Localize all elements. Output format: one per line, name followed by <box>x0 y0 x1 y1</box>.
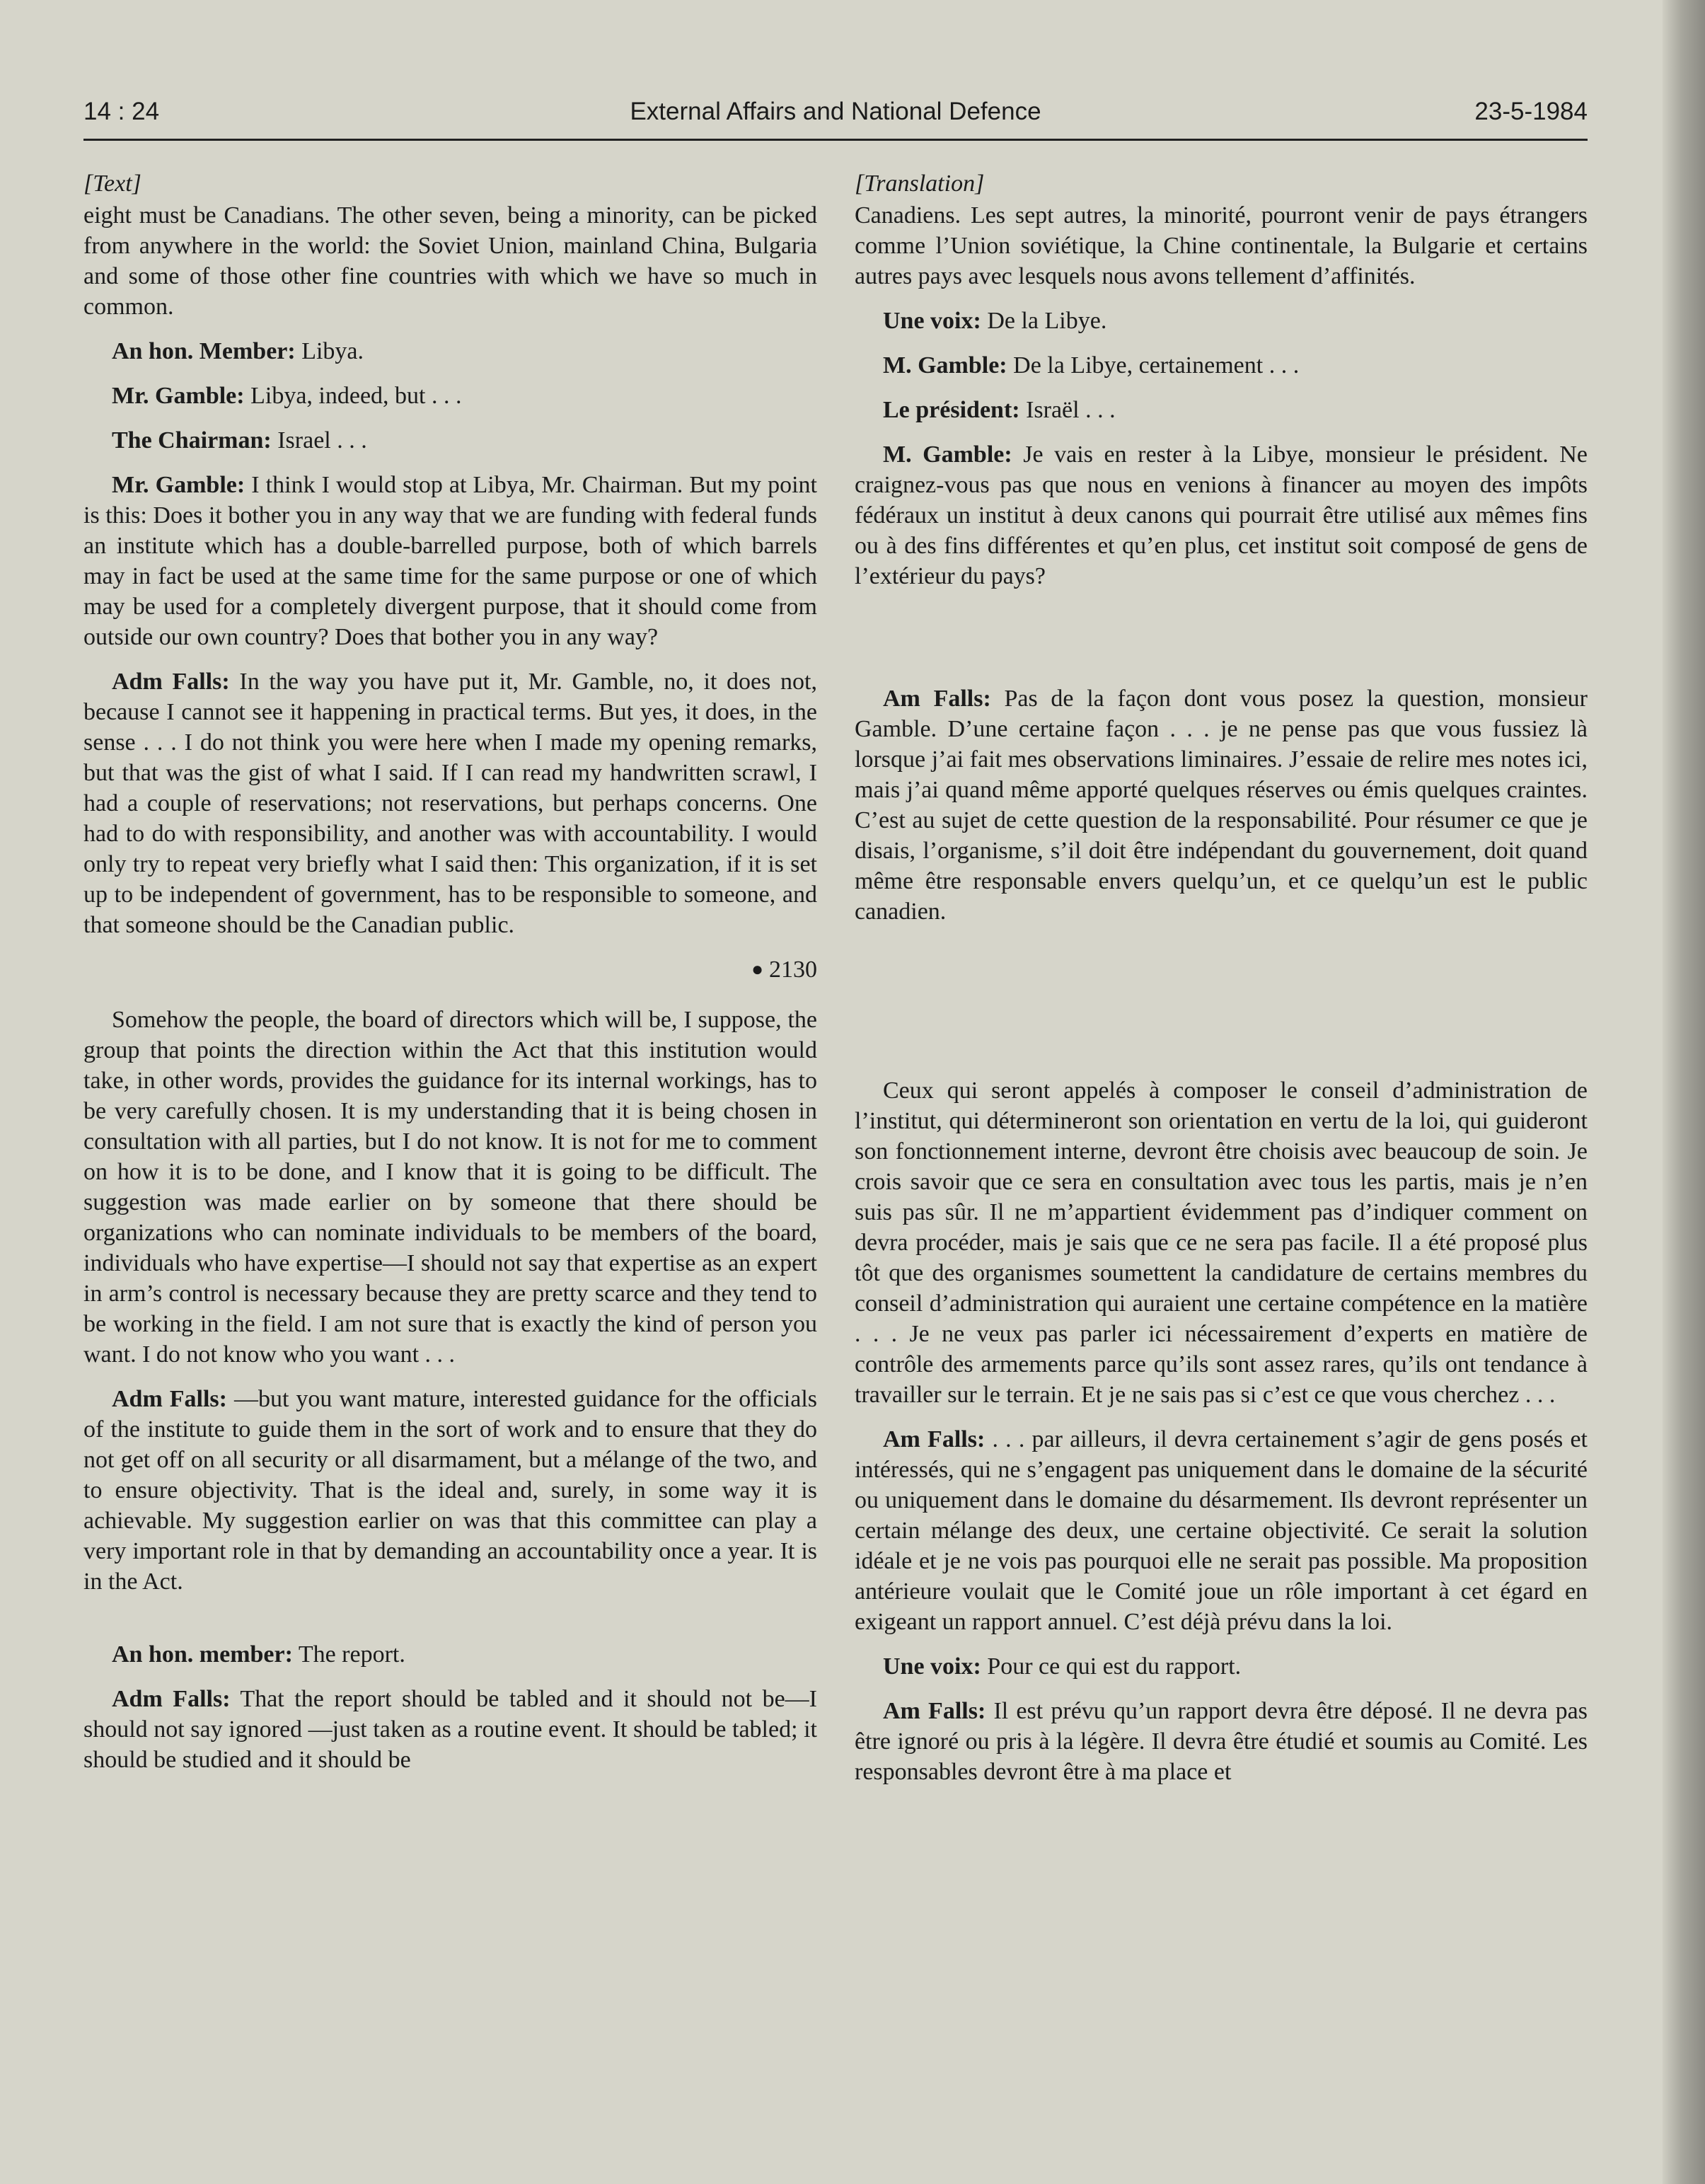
speech: I think I would stop at Libya, Mr. Chairman. But my point is this: Does it bother you in any way that we are funding with federal funds an institute which has a double-barrelled purpose, both of which barrels may in fact be used at the same time for the same purpose or one of which may be used for a completely divergent purpose, that it should come from outside our own country? Does that bother you in any way? <box>83 472 817 650</box>
speaker: Adm Falls: <box>112 1686 231 1712</box>
page-header <box>83 98 1588 141</box>
time-marker-text: 2130 <box>769 957 817 983</box>
speech: That the report should be tabled and it should not be—I should not say ignored —just taken as a routine event. It should be tabled; it should be studied and it should be <box>83 1686 818 1773</box>
speech: In the way you have put it, Mr. Gamble, no, it does not, because I cannot see it happening in practical terms. But yes, it does, in the sense . . . I do not think you were here when I made my opening remarks, but that was the gist of what I said. If I can read my handwritten scrawl, I had a couple of reservations; not reservations, but perhaps concerns. One had to do with responsibility, and another was with accountability. I would only try to repeat very briefly what I said then: This organization, if it is set up to be independent of government, has to be responsible to someone, and that someone should be the Canadian public. <box>83 669 818 938</box>
page-date: 23-5-1984 <box>1474 98 1588 125</box>
paragraph <box>855 1651 1588 1682</box>
french-column <box>855 168 1588 1787</box>
language-label-text: Translation <box>864 171 976 197</box>
paragraph <box>855 439 1588 591</box>
speaker: An hon. Member: <box>112 338 296 364</box>
paragraph <box>83 336 817 366</box>
speech: Libya. <box>295 338 364 364</box>
speaker: M. Gamble: <box>883 441 1012 468</box>
speech: Je vais en rester à la Libye, monsieur le président. Ne craignez-vous pas que nous en venions à financer au moyen des impôts fédéraux un institut à deux canons qui pourrait être utilisé aux mêmes fins ou à des fins différentes et qu’en plus, cet institut soit composé de gens de l’extérieur du pays? <box>855 441 1588 589</box>
speech: —but you want mature, interested guidance for the officials of the institute to guide them in the sort of work and to ensure that they do not get off on all security or all disarmament, but a mélange of the two, and to ensure objectivity. That is the ideal and, surely, in some way it is achievable. My suggestion earlier on was that this committee can play a very important role in that by demanding an accountability once a year. It is in the Act. <box>83 1386 818 1595</box>
paragraph: Canadiens. Les sept autres, la minorité, pourront venir de pays étrangers comme l’Union soviétique, la Chine continentale, la Bulgarie et certains autres pays avec lesquels nous avons tellement d’affinités. <box>855 202 1588 289</box>
speech: Israël . . . <box>1019 397 1116 423</box>
page-title: External Affairs and National Defence <box>630 98 1041 125</box>
speaker: Am Falls: <box>883 1426 986 1452</box>
paragraph <box>83 381 817 411</box>
speaker: Am Falls: <box>883 686 991 712</box>
paragraph <box>855 683 1588 927</box>
paragraph <box>83 470 817 652</box>
language-label: [Translation] <box>855 171 985 197</box>
english-column <box>83 168 817 1775</box>
paragraph <box>855 395 1588 425</box>
paragraph <box>855 1696 1588 1787</box>
speech: . . . par ailleurs, il devra certainement s’agir de gens posés et intéressés, qui ne s’engagent pas uniquement dans le domaine de la sécurité ou uniquement dans le domaine du désarmement. Ils devront représenter un certain mélange des deux, une certaine objectivité. Ce serait la solution idéale et je ne vois pas pourquoi elle ne serait pas possible. Ma proposition antérieure voulait que le Comité joue un rôle important à cet égard en exigeant un rapport annuel. C’est déjà prévu dans la loi. <box>855 1426 1588 1635</box>
speaker: The Chairman: <box>112 427 272 453</box>
paragraph <box>855 1424 1588 1637</box>
paragraph <box>83 1639 817 1670</box>
speaker: Mr. Gamble: <box>112 383 245 409</box>
paragraph <box>83 425 817 456</box>
time-marker <box>83 954 817 985</box>
speaker: An hon. member: <box>112 1641 293 1668</box>
paragraph <box>855 306 1588 336</box>
speech: The report. <box>292 1641 405 1668</box>
paragraph: eight must be Canadians. The other seven, being a minority, can be picked from anywhere in the world: the Soviet Union, mainland China, Bulgaria and some of those other fine countries with which we have so much in common. <box>83 202 817 320</box>
speaker: Une voix: <box>883 1653 981 1680</box>
speech: Libya, indeed, but . . . <box>244 383 462 409</box>
paragraph <box>83 1684 817 1775</box>
bullet-icon: ● <box>751 959 763 981</box>
language-label-text: Text <box>93 171 132 197</box>
speech: De la Libye, certainement . . . <box>1007 352 1300 379</box>
speaker: Le président: <box>883 397 1020 423</box>
speaker: Adm Falls: <box>112 669 230 695</box>
speaker: Adm Falls: <box>112 1386 227 1412</box>
paragraph <box>83 666 817 940</box>
paragraph: Somehow the people, the board of directors which will be, I suppose, the group that points the direction within the Act that this institution would take, in other words, provides the guidance for its internal workings, has to be very carefully chosen. It is my understanding that it is being chosen in consultation with all parties, but I do not know. It is not for me to comment on how it is to be done, and I know that it is going to be difficult. The suggestion was made earlier on by someone that there should be organizations who can nominate individuals to be members of the board, individuals who have expertise—I should not say that expertise as an expert in arm’s control is necessary because they are pretty scarce and they tend to be working in the field. I am not sure that is exactly the kind of person you want. I do not know who you want . . . <box>83 1007 817 1368</box>
speech: De la Libye. <box>981 308 1107 334</box>
paragraph <box>855 350 1588 381</box>
page-edge-shadow <box>1663 0 1705 2184</box>
speaker: Am Falls: <box>883 1698 986 1724</box>
speech: Israel . . . <box>271 427 367 453</box>
paragraph <box>83 1384 817 1597</box>
speech: Pour ce qui est du rapport. <box>981 1653 1242 1680</box>
paragraph: Ceux qui seront appelés à composer le conseil d’administration de l’institut, qui détermineront son orientation en vertu de la loi, qui guideront son fonctionnement interne, devront être choisis avec beaucoup de soin. Je crois savoir que ce sera en consultation avec tous les partis, mais je n’en suis pas sûr. Il ne m’appartient évidemment pas d’indiquer comment on devra procéder, mais je sais que ce ne sera pas facile. Il a été proposé plus tôt que des organismes soumettent la candidature de certains membres du conseil d’administration qui auraient une certaine compétence en la matière . . . Je ne veux pas parler ici nécessairement d’experts en matière de contrôle des armements parce qu’ils sont assez rares, qu’ils ont tendance à travailler sur le terrain. Et je ne sais pas si c’est ce que vous cherchez . . . <box>855 1077 1588 1408</box>
speech: Pas de la façon dont vous posez la question, monsieur Gamble. D’une certaine façon . . . je ne pense pas que vous fussiez là lorsque j’ai fait mes observations liminaires. J’essaie de relire mes notes ici, mais j’ai quand même apporté quelques réserves ou émis quelques craintes. C’est au sujet de cette question de la responsabilité. Pour résumer ce que je disais, l’organisme, s’il doit être indépendant du gouvernement, doit quand même être responsable envers quelqu’un, et ce quelqu’un est le public canadien. <box>855 686 1588 925</box>
speaker: M. Gamble: <box>883 352 1007 379</box>
speaker: Une voix: <box>883 308 981 334</box>
speaker: Mr. Gamble: <box>112 472 245 498</box>
speech: Il est prévu qu’un rapport devra être déposé. Il ne devra pas être ignoré ou pris à la légère. Il devra être étudié et soumis au Comité. Les responsables devront être à ma place et <box>855 1698 1588 1785</box>
page-number: 14 : 24 <box>83 98 160 125</box>
language-label: [Text] <box>83 171 141 197</box>
